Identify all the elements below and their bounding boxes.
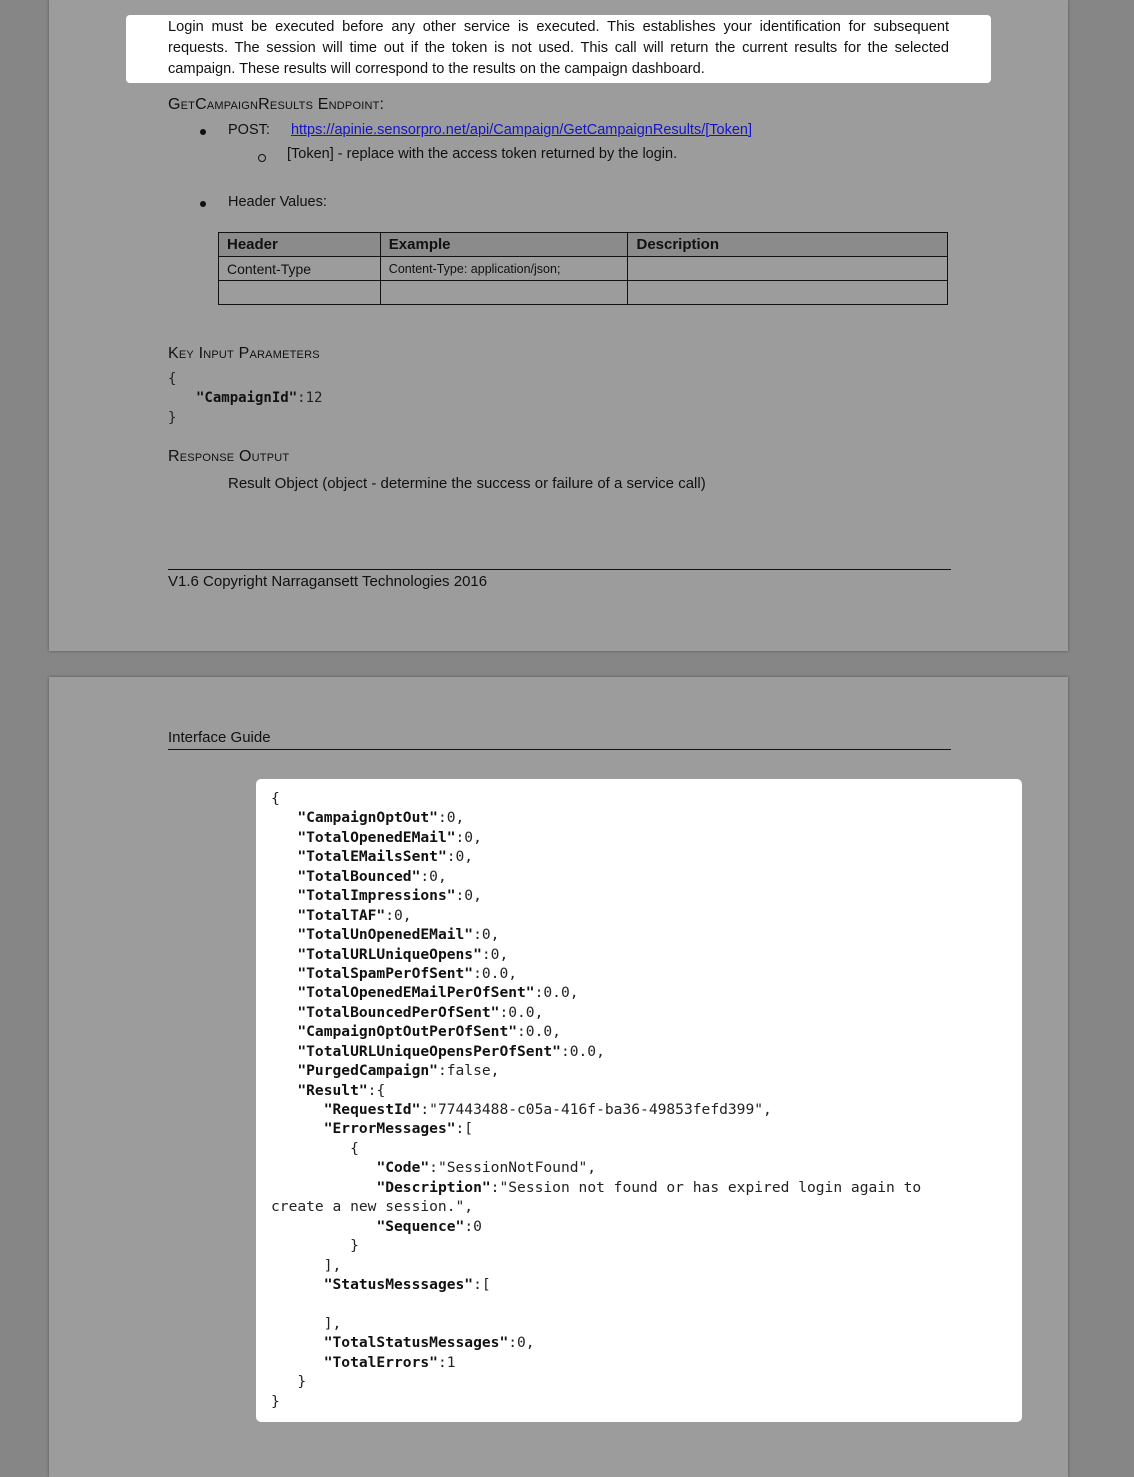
code-indent [271,946,297,963]
table-row [219,257,948,281]
code-line [271,1275,921,1294]
code-key: "TotalEMailsSent" [297,848,447,866]
code-line [271,1197,921,1216]
code-line [271,1081,921,1100]
code-line [271,867,921,886]
code-indent [271,1179,376,1196]
code-value: } [297,1373,307,1391]
code-value: 12 [305,390,323,406]
code-key: "StatusMesssages" [323,1275,474,1293]
code-indent [271,907,297,924]
code-line [271,1353,921,1372]
response-description: Result Object (object - determine the success or failure of a service call) [228,475,706,492]
code-indent [271,1218,376,1235]
code-indent [271,1276,324,1293]
code-line [271,1139,921,1158]
code-indent [271,1101,324,1118]
table-row [219,281,948,305]
code-indent [271,1159,376,1176]
code-line [271,789,921,808]
code-value: :"SessionNotFound", [429,1159,597,1177]
code-indent [271,1140,350,1157]
code-value: :0, [508,1334,535,1352]
code-line [271,964,921,983]
code-value: :"77443488-c05a-416f-ba36-49853fefd399", [420,1101,772,1118]
code-value: ], [323,1314,342,1332]
code-key: "PurgedCampaign" [297,1062,438,1080]
code-key: "TotalErrors" [323,1353,438,1371]
code-sep: : [297,390,306,406]
code-value: :0, [455,887,482,905]
code-key: "CampaignOptOut" [297,809,438,827]
page-header: Interface Guide [168,729,271,746]
code-line [271,1119,921,1138]
code-value: :0.0, [560,1042,605,1060]
document-page-2 [49,677,1068,1477]
code-indent [271,1334,324,1351]
code-line [271,1333,921,1352]
sub-bullet-icon [258,154,266,162]
table-header-row [219,233,948,257]
table-cell: Content-Type: application/json; [380,257,628,281]
header-values-table [218,232,948,305]
code-listing [271,789,921,1411]
code-line [271,945,921,964]
code-value: :0, [446,848,474,866]
code-value: :0, [481,945,509,963]
code-line [271,983,921,1002]
table-cell [628,281,948,305]
code-key: "TotalBouncedPerOfSent" [297,1003,500,1021]
code-key: "TotalUnOpenedEMail" [297,926,474,944]
key-input-heading: Key Input Parameters [168,345,320,362]
code-value: :[ [455,1120,474,1138]
code-value: :0.0, [473,964,518,982]
code-indent [271,965,297,982]
code-indent [271,1082,297,1099]
code-key: "TotalBounced" [297,867,421,885]
code-key: "TotalImpressions" [297,887,456,905]
token-note: [Token] - replace with the access token returned by the login. [287,146,678,162]
code-line [271,1217,921,1236]
endpoint-heading: GetCampaignResults Endpoint: [168,96,385,113]
code-key: "TotalSpamPerOfSent" [297,964,474,982]
code-line [271,1100,921,1119]
document-page-1 [49,0,1068,651]
code-value: :0, [385,906,412,924]
code-value: :0.0, [499,1003,544,1021]
post-label: POST: [228,122,270,138]
header-values-label: Header Values: [228,194,327,210]
post-url-link[interactable]: https://apinie.sensorpro.net/api/Campaign/GetCampaignResults/[Token] [290,122,752,138]
code-indent [271,1004,297,1021]
code-indent [271,1043,297,1060]
table-cell [219,281,381,305]
note-text: Login must be executed before any other service is executed. This establishes your identification for subsequent requests. The session will time out if the token is not used. This call will return the current results for the selected campaign. These results will correspond to the results on the campaign dashboard. [168,19,949,77]
code-value: { [271,790,280,807]
code-line [271,847,921,866]
code-indent [271,829,297,846]
code-key: "TotalOpenedEMail" [297,828,456,846]
code-param-line [196,390,322,406]
code-line [271,1392,921,1411]
code-line [271,906,921,925]
code-value: :0, [437,809,465,827]
code-key: "Result" [297,1081,368,1099]
code-indent [271,1023,297,1040]
code-value: :0.0, [517,1023,561,1041]
code-line [271,1158,921,1177]
code-key: "ErrorMessages" [323,1120,456,1138]
code-brace-close: } [168,410,177,426]
code-key: "TotalURLUniqueOpensPerOfSent" [297,1042,561,1060]
footer-text: V1.6 Copyright Narragansett Technologies 2016 [168,573,488,590]
code-value: :1 [437,1353,456,1371]
code-key: "Code" [376,1159,430,1177]
footer-divider [168,569,951,570]
code-line [271,1022,921,1041]
code-indent [271,1257,324,1274]
code-line [271,1003,921,1022]
column-header: Header [219,233,381,257]
code-key: "TotalTAF" [297,906,386,924]
code-indent [271,1062,297,1079]
code-line [271,1236,921,1255]
code-indent [271,926,297,943]
code-value: :[ [473,1275,491,1293]
post-row [228,122,752,138]
code-line [271,828,921,847]
code-value: { [350,1139,359,1157]
code-key: "RequestId" [323,1101,421,1118]
code-indent [271,1120,324,1137]
code-indent [271,1315,324,1332]
code-brace-open: { [168,371,177,387]
code-line [271,886,921,905]
code-value: :0 [464,1217,482,1235]
code-indent [271,984,297,1001]
code-key: "Description" [376,1178,491,1196]
bullet-icon [200,129,206,135]
code-value: :0, [455,828,482,846]
note-box [126,15,991,83]
code-key: "TotalStatusMessages" [323,1334,509,1352]
table-cell: Content-Type [219,257,381,281]
code-line [271,1314,921,1333]
code-indent [271,887,297,904]
response-code-block [256,779,1022,1422]
code-key: "CampaignId" [196,390,298,406]
code-line [271,1042,921,1061]
code-value: create a new session.", [271,1198,474,1216]
code-value: :"Session not found or has expired login again to [490,1178,922,1196]
code-key: "TotalOpenedEMailPerOfSent" [297,984,535,1002]
code-line [271,925,921,944]
code-value: :0, [420,867,447,885]
header-divider [168,749,951,750]
code-key: "TotalURLUniqueOpens" [297,945,482,963]
code-line [271,1178,921,1197]
code-indent [271,848,297,865]
code-indent [271,868,297,885]
response-heading: Response Output [168,448,290,465]
code-line [271,1372,921,1391]
code-indent [271,1373,297,1390]
code-value: } [271,1392,280,1410]
code-key: "CampaignOptOutPerOfSent" [297,1023,518,1041]
code-indent [271,1354,324,1371]
code-indent [271,809,297,826]
code-value: :{ [367,1081,386,1099]
code-key: "Sequence" [376,1217,465,1235]
column-header: Example [380,233,628,257]
code-line [271,1294,921,1313]
code-value: ], [323,1256,342,1274]
table-cell [628,257,948,281]
table-cell [380,281,628,305]
code-line [271,1256,921,1275]
code-value: :0.0, [534,984,579,1002]
bullet-icon [200,201,206,207]
column-header: Description [628,233,948,257]
code-line [271,1061,921,1080]
code-value: } [350,1237,359,1255]
code-value: :false, [437,1062,500,1080]
code-value: :0, [473,926,500,944]
code-line [271,808,921,827]
code-indent [271,1237,350,1254]
